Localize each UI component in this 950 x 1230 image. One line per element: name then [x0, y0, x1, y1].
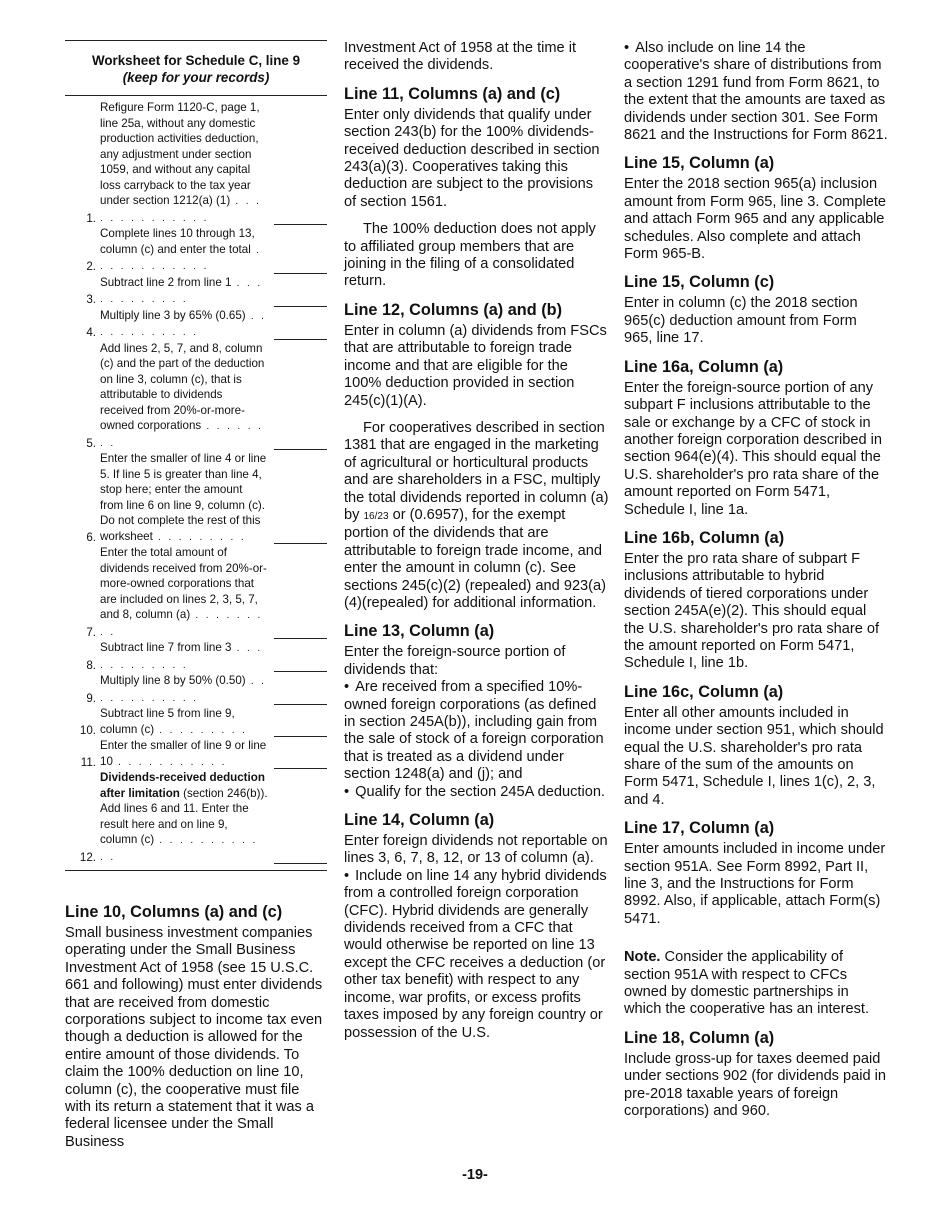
worksheet-line-number: 9. [86, 691, 96, 705]
worksheet-line-text: Complete lines 10 through 13, column (c) and enter the total [100, 227, 255, 256]
section-text: Enter the 2018 section 965(a) inclusion amount from Form 965, line 3. Complete and attach Form 965 and any applicable schedules. Also complete and attach Form 965-B. [624, 176, 886, 263]
bullet-item: • Are received from a specified 10%-owned foreign corporations (as defined in section 245A(b)), including gain from the sale of stock of a foreign corporation that is treated as a dividend under section 1248(a) and (j); and [344, 679, 609, 783]
worksheet-entry-field[interactable] [274, 670, 327, 672]
worksheet-line-text: (section 246(b)). Add lines 6 and 11. Enter the result here and on line 9, column (c) [100, 786, 268, 846]
column-middle [344, 40, 609, 1042]
bullet-item: • Qualify for the section 245A deduction. [344, 784, 609, 801]
section-text-part: or (0.6957), for the exempt portion of the dividends that are attributable to foreign trade income, and enter the amount in column (c). See sections 245(c)(2) (repealed) and 923(a)(4)(repealed) for additional information. [344, 506, 607, 611]
worksheet-line-4: 4. Multiply line 3 by 65% (0.65) . . . . . . . . . . . . [65, 308, 327, 341]
section-text: Enter foreign dividends not reportable on lines 3, 6, 7, 8, 12, or 13 of column (a). [344, 833, 608, 867]
note-text: Consider the applicability of section 951A with respect to CFCs owned by domestic partnerships in which the cooperative has an interest. [624, 949, 869, 1018]
section-text: Enter only dividends that qualify under section 243(b) for the 100% dividends-received deduction described in section 243(a)(3). Cooperatives taking this deduction are subject to the provisions of section 1561. [344, 106, 600, 210]
worksheet-entry-field[interactable] [274, 703, 327, 705]
worksheet-entry-field[interactable] [274, 338, 327, 340]
worksheet-line-number: 4. [86, 326, 96, 339]
section-line-15c [624, 272, 888, 347]
worksheet-line-number: 7. [86, 625, 96, 639]
section-line-12 [344, 300, 609, 613]
section-heading: Line 16c, Column (a) [624, 682, 784, 701]
section-text-part: For cooperatives described in section 1381 that are engaged in the marketing of agricultural or horticultural products and are shareholders in a FSC, multiply the total dividends reported in column (a) by [344, 419, 609, 523]
worksheet-line-text: Enter the smaller of line 9 or line 10 [100, 739, 267, 768]
section-text: Enter the foreign-source portion of any subpart F inclusions attributable to the sale or exchange by a CFC of stock in another foreign corporation described in section 964(e)(4). This should equal the U.S. shareholder's pro rata share of the amount reported on Form 5471, Schedule I, line 1a. [624, 379, 882, 518]
section-line-16c [624, 682, 888, 809]
worksheet-line-text: Multiply line 8 by 50% (0.50) [100, 674, 246, 687]
worksheet-entry-field[interactable] [274, 272, 327, 274]
section-text: Small business investment companies operating under the Small Business Investment Act of 1958 (see 15 U.S.C. 661 and following) must enter dividends that are received from domestic corporations subject to income tax even though a deduction is allowed for the entire amount of those dividends. To claim the 100% deduction on line 10, column (c), the cooperative must file with its return a statement that it was a federal licensee under the Small Business [65, 925, 323, 1150]
worksheet-line-text: Refigure Form 1120-C, page 1, line 25a, without any domestic production activities deduction, any adjustment under section 1059, and without any capital loss carryback to the tax year under section 1212(a) (1) [100, 101, 260, 207]
worksheet-line-number: 12. [79, 850, 96, 864]
worksheet-entry-field[interactable] [274, 223, 327, 225]
worksheet-line-number: 10. [79, 723, 96, 737]
worksheet-header [65, 41, 327, 96]
worksheet-line-text: Subtract line 2 from line 1 [100, 275, 232, 289]
worksheet-entry-field[interactable] [274, 542, 327, 544]
worksheet-entry-field[interactable] [274, 448, 327, 450]
worksheet-line-11: 11. Enter the smaller of line 9 or line 10 . . . . . . . . . . . [65, 738, 327, 770]
worksheet-line-number: 3. [86, 293, 96, 306]
section-heading: Line 12, Columns (a) and (b) [344, 300, 563, 319]
worksheet-line-number: 8. [86, 658, 96, 672]
worksheet-line-7: 7. Enter the total amount of dividends received from 20%-or-more-owned corporations that are included on lines 2, 3, 5, 7, and 8, column (a) . . . . . . . . . [65, 545, 327, 640]
section-line-13 [344, 621, 609, 801]
section-text: Include gross-up for taxes deemed paid under sections 902 (for dividends paid in pre-2018 taxable years of foreign corporations) and 960. [624, 1050, 887, 1120]
worksheet-line-3: 3. Subtract line 2 from line 1 . . . . . . . . . . . . [65, 275, 327, 308]
worksheet-line-text: Add lines 2, 5, 7, and 8, column (c) and the part of the deduction on line 3, column (c), that is attributable to dividends received from 20%-or-more-owned corporations [100, 341, 265, 432]
section-text: Enter the foreign-source portion of dividends that: [344, 644, 566, 678]
worksheet-entry-field[interactable] [274, 735, 327, 737]
worksheet [65, 40, 327, 871]
section-line-10 [65, 902, 327, 1151]
worksheet-line-number: 11. [80, 755, 96, 769]
continued-text: Investment Act of 1958 at the time it received the dividends. [344, 40, 577, 74]
column-right [624, 40, 888, 1121]
bullet-item: • Include on line 14 any hybrid dividends from a controlled foreign corporation (CFC). Hybrid dividends are generally dividends received from a CFC that would otherwise be reported on line 13 except the CFC receives a deduction (or other tax benefit) with respect to any income, war profits, or excess profits taxes imposed by any foreign country or possession of the U.S. [344, 868, 609, 1042]
worksheet-line-number: 6. [86, 530, 96, 544]
section-heading: Line 10, Columns (a) and (c) [65, 903, 283, 921]
worksheet-line-number: 5. [86, 436, 96, 450]
section-text: Enter in column (c) the 2018 section 965(c) deduction amount from Form 965, line 17. [624, 295, 858, 347]
worksheet-line-text: Enter the smaller of line 4 or line 5. If line 5 is greater than line 4, stop here; enter the amount from line 6 on line 9, column (c). Do not complete the rest of this worksheet [100, 452, 267, 543]
page-number: -19- [462, 1167, 488, 1183]
worksheet-line-5: 5. Add lines 2, 5, 7, and 8, column (c) and the part of the deduction on line 3, column (c), that is attributable to dividends received from 20%-or-more-owned corporations . . . . . . . . [65, 341, 327, 452]
note-label: Note. [624, 949, 661, 966]
section-heading: Line 13, Column (a) [344, 622, 495, 641]
section-heading: Line 18, Column (a) [624, 1028, 775, 1047]
section-line-14 [344, 810, 609, 1042]
section-line-18 [624, 1028, 888, 1121]
section-text: The 100% deduction does not apply to affiliated group members that are joining in the filing of a consolidated return. [344, 221, 596, 290]
section-heading: Line 15, Column (c) [624, 273, 775, 292]
worksheet-line-text: Subtract line 5 from line 9, column (c) [100, 707, 235, 736]
worksheet-entry-field[interactable] [274, 637, 327, 639]
worksheet-line-text: Multiply line 3 by 65% (0.65) [100, 308, 246, 322]
worksheet-line-12: 12. Dividends-received deduction after limitation (section 246(b)). Add lines 6 and 11. Enter the result here and on line 9, column (c) . . . . . . . . . . . . [65, 770, 327, 865]
worksheet-line-text: Enter the total amount of dividends received from 20%-or-more-owned corporations that are included on lines 2, 3, 5, 7, and 8, column (a) [100, 546, 267, 621]
worksheet-line-number: 2. [86, 260, 96, 273]
worksheet-line-1: 1. Refigure Form 1120-C, page 1, line 25a, without any domestic production activities deduction, any adjustment under section 1059, and without any capital loss carryback to the tax year under section 1212(a) (1) . . . . . . . . . . . . . . [65, 100, 327, 226]
section-text: Enter in column (a) dividends from FSCs that are attributable to foreign trade income and that are eligible for the 100% deduction provided in section 245(c)(1)(A). [344, 322, 607, 409]
section-line-16b [624, 528, 888, 673]
worksheet-line-6: 6. Enter the smaller of line 4 or line 5. If line 5 is greater than line 4, stop here; enter the amount from line 6 on line 9, column (c). Do not complete the rest of this worksheet . . . . . . . . . [65, 451, 327, 545]
worksheet-line-number: 1. [86, 211, 96, 225]
section-text [344, 420, 609, 612]
worksheet-line-bold-text: Dividends-received deduction after limitation [100, 771, 265, 800]
section-line-17 [624, 818, 888, 1019]
fraction: 16/23 [363, 510, 389, 522]
note [624, 949, 888, 1019]
section-heading: Line 11, Columns (a) and (c) [344, 84, 561, 103]
section-line-16a [624, 357, 888, 519]
worksheet-subtitle: (keep for your records) [122, 70, 270, 85]
worksheet-line-text: Subtract line 7 from line 3 [100, 641, 232, 654]
worksheet-entry-field[interactable] [274, 305, 327, 307]
section-heading: Line 14, Column (a) [344, 811, 495, 830]
section-text: Enter all other amounts included in income under section 951, which should equal the U.S. shareholder's pro rata share of the sum of the amounts on Form 5471, Schedule I, lines 1(c), 2, 3, and 4. [624, 704, 884, 808]
section-heading: Line 16a, Column (a) [624, 357, 784, 376]
worksheet-line-8: 8. Subtract line 7 from line 3 . . . . . . . . . . . . [65, 640, 327, 673]
worksheet-line-9: 9. Multiply line 8 by 50% (0.50) . . . . . . . . . . . . [65, 673, 327, 706]
section-line-11 [344, 84, 609, 291]
column-left [65, 40, 327, 1151]
bullet-item: • Also include on line 14 the cooperative's share of distributions from a section 1291 fund from Form 8621, to the extent that the amounts are taxed as dividends under section 301. See Form 8621 and the Instructions for Form 8621. [624, 40, 888, 144]
worksheet-line-10: 10. Subtract line 5 from line 9, column (c) . . . . . . . . . [65, 706, 327, 738]
section-line-15a [624, 153, 888, 263]
section-heading: Line 17, Column (a) [624, 819, 775, 838]
worksheet-entry-field[interactable] [274, 767, 327, 769]
worksheet-line-2: 2. Complete lines 10 through 13, column (c) and enter the total . . . . . . . . . . . . [65, 226, 327, 275]
section-heading: Line 15, Column (a) [624, 154, 775, 173]
section-text: Enter the pro rata share of subpart F inclusions attributable to hybrid dividends of tiered corporations under section 245A(e)(2). This should equal the U.S. shareholder's pro rata share of the amount reported on Form 5471, Schedule I, line 1b. [624, 550, 880, 672]
worksheet-lines [65, 96, 327, 870]
section-heading: Line 16b, Column (a) [624, 528, 785, 547]
worksheet-title: Worksheet for Schedule C, line 9 [91, 53, 301, 68]
section-text: Enter amounts included in income under section 951A. See Form 8992, Part II, line 3, and the Instructions for Form 8992. Also, if applicable, attach Form(s) 5471. [624, 841, 886, 927]
worksheet-entry-field[interactable] [274, 862, 327, 864]
